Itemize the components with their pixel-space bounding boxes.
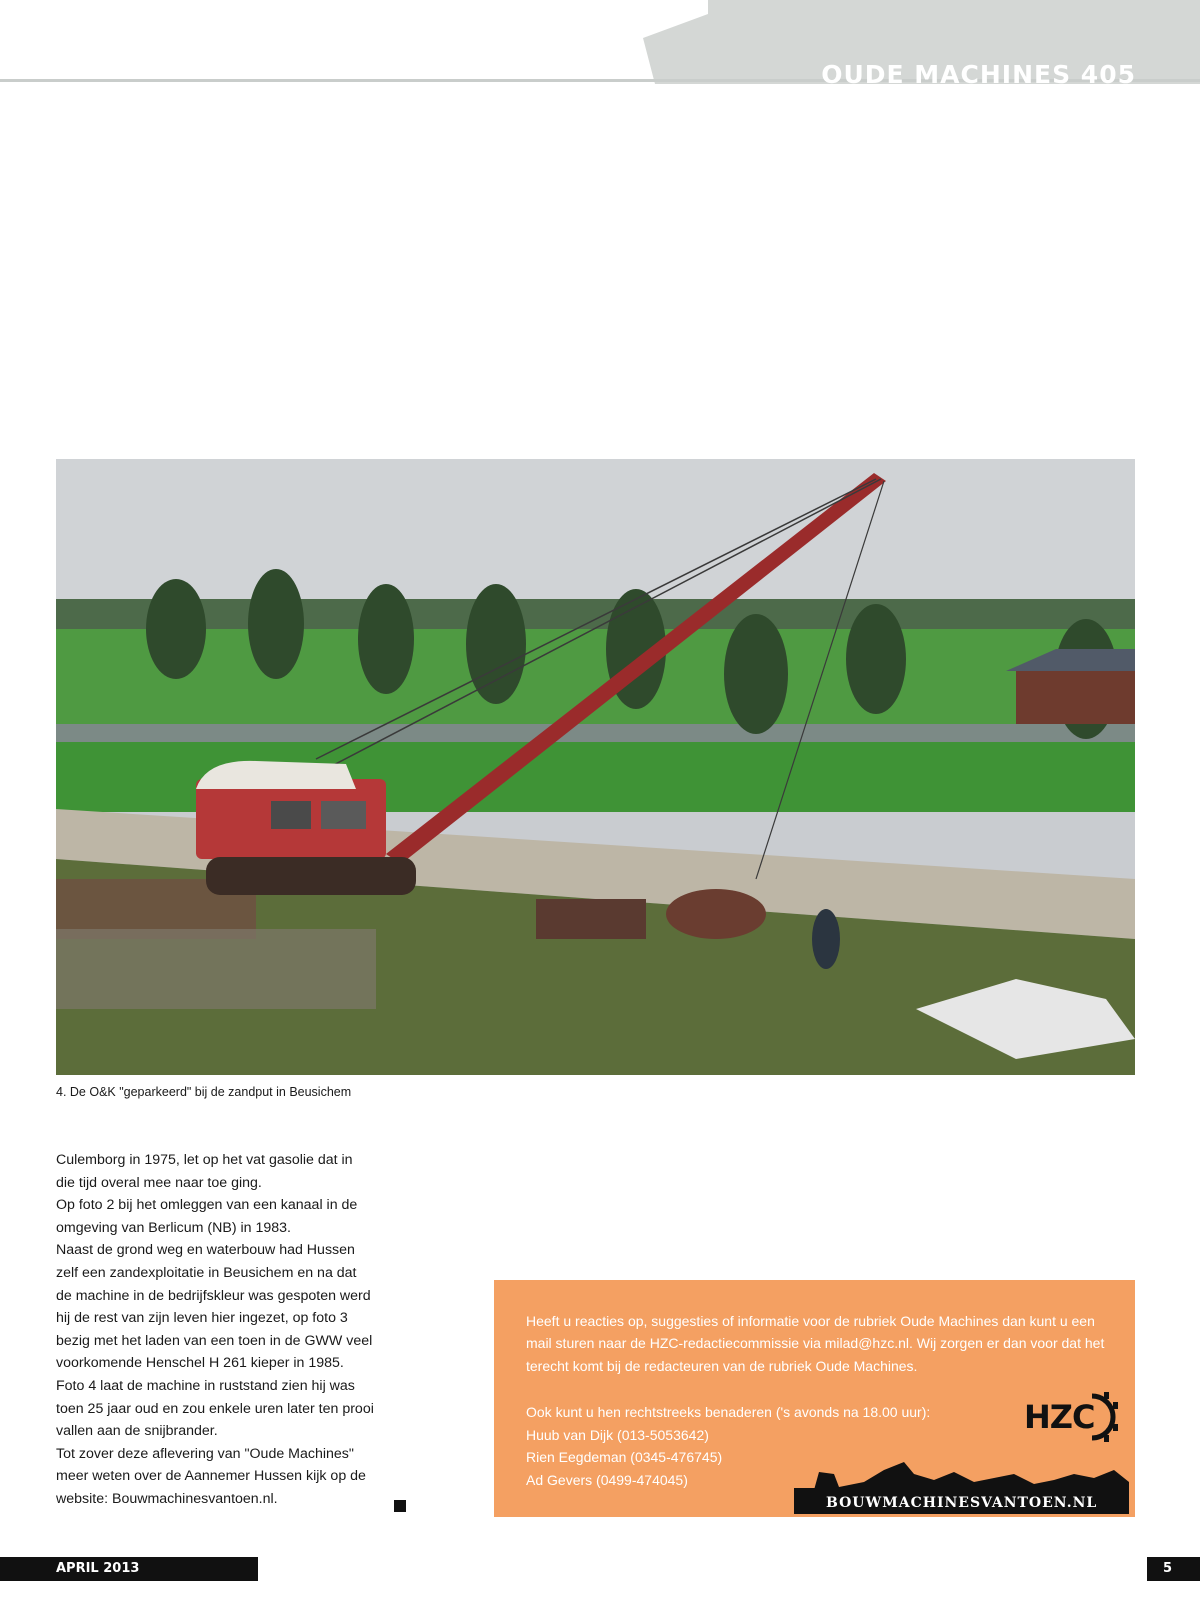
article-line: Culemborg in 1975, let op het vat gasolie dat in <box>56 1152 353 1168</box>
section-title: OUDE MACHINES 405 <box>821 60 1136 89</box>
page-number: 5 <box>1163 1561 1173 1576</box>
crane-photo <box>56 459 1135 1075</box>
article-line: voorkomende Henschel H 261 kieper in 1985. <box>56 1355 344 1372</box>
issue-date: APRIL 2013 <box>56 1561 140 1576</box>
contact-line: Rien Eegdeman (0345-476745) <box>526 1449 723 1465</box>
hzc-logo <box>1024 1390 1116 1444</box>
article-line: bezig met het laden van een toen in de GWW veel <box>56 1332 373 1349</box>
article-line: meer weten over de Aannemer Hussen kijk op de <box>56 1468 366 1485</box>
end-of-article-square-icon <box>394 1500 406 1512</box>
article-line: Op foto 2 bij het omleggen van een kanaal in de <box>56 1197 358 1214</box>
hzc-logo-text: HZC <box>1024 1398 1095 1436</box>
article-line: omgeving van Berlicum (NB) in 1983. <box>56 1219 291 1236</box>
bouwmachinesvantoen-logo <box>794 1452 1129 1514</box>
article-line: toen 25 jaar oud en zou enkele uren later ten prooi <box>56 1400 374 1417</box>
article-line: Naast de grond weg en waterbouw had Hussen <box>56 1242 355 1259</box>
article-line: vallen aan de snijbrander. <box>56 1423 218 1440</box>
bouwmachinesvantoen-logo-text: BOUWMACHINESVANTOEN.NL <box>826 1495 1098 1511</box>
crawler-crane-illustration <box>56 459 1135 1075</box>
article-line: Tot zover deze aflevering van "Oude Machines" <box>56 1445 354 1462</box>
article-line: website: Bouwmachinesvantoen.nl. <box>56 1490 278 1507</box>
article-line: Foto 4 laat de machine in ruststand zien hij was <box>56 1377 355 1394</box>
article-line: zelf een zandexploitatie in Beusichem en na dat <box>56 1264 357 1281</box>
feedback-paragraph: Heeft u reacties op, suggesties of informatie voor de rubriek Oude Machines dan kunt u een mail sturen naar de HZC-redactiecommissie via milad@hzc.nl. Wij zorgen er dan voor dat het terecht komt bij de redacteuren van de rubriek Oude Machines. <box>526 1313 1105 1374</box>
article-text <box>56 1149 416 1511</box>
photo-caption: 4. De O&K "geparkeerd" bij de zandput in Beusichem <box>56 1085 352 1099</box>
article-line: hij de rest van zijn leven hier ingezet, op foto 3 <box>56 1310 348 1327</box>
article-line: die tijd overal mee naar toe ging. <box>56 1174 262 1191</box>
contact-info-box <box>494 1280 1135 1517</box>
article-line: de machine in de bedrijfskleur was gespoten werd <box>56 1287 371 1304</box>
contact-line: Ad Gevers (0499-474045) <box>526 1471 688 1488</box>
contact-line: Huub van Dijk (013-5053642) <box>526 1426 709 1443</box>
footer-page-bar <box>1147 1557 1200 1581</box>
gear-icon <box>1074 1390 1118 1444</box>
contact-intro: Ook kunt u hen rechtstreeks benaderen ('s avonds na 18.00 uur): <box>526 1404 931 1420</box>
